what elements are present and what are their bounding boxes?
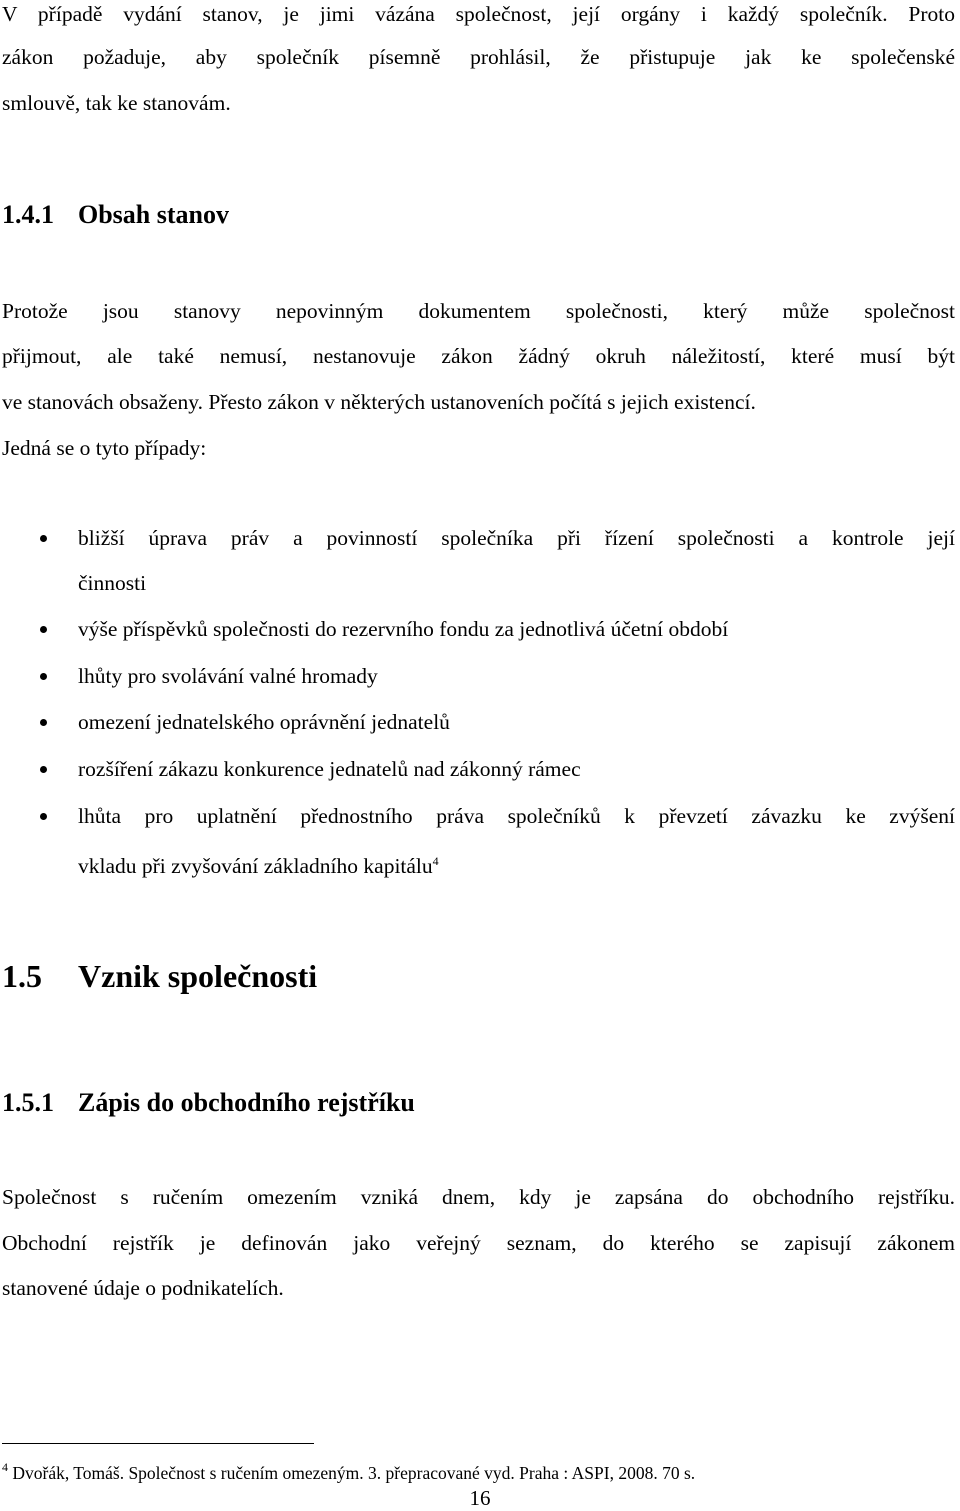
paragraph-line: Protože jsou stanovy nepovinným dokumentem společnosti, který může společnost — [2, 299, 955, 323]
bullet-dot — [40, 673, 47, 680]
paragraph-line: Jedná se o tyto případy: — [2, 436, 207, 460]
list-item: výše příspěvků společnosti do rezervního fondu za jednotlivá účetní období — [78, 617, 729, 641]
footnote-text: Dvořák, Tomáš. Společnost s ručením omezeným. 3. přepracované vyd. Praha : ASPI, 2008. 70 s. — [12, 1463, 696, 1483]
list-item: lhůty pro svolávání valné hromady — [78, 664, 378, 688]
paragraph-line: Společnost s ručením omezením vzniká dnem, kdy je zapsána do obchodního rejstříku. — [2, 1185, 955, 1209]
paragraph-line: V případě vydání stanov, je jimi vázána společnost, její orgány i každý společník. Proto — [2, 2, 955, 26]
list-item: lhůta pro uplatnění přednostního práva společníků k převzetí závazku ke zvýšení — [78, 804, 955, 828]
list-item-continuation — [78, 847, 439, 880]
paragraph-line: smlouvě, tak ke stanovám. — [2, 91, 231, 115]
bullet-dot — [40, 766, 47, 773]
paragraph-line: Obchodní rejstřík je definován jako veřejný seznam, do kterého se zapisují zákonem — [2, 1231, 955, 1255]
paragraph-line: zákon požaduje, aby společník písemně prohlásil, že přistupuje jak ke společenské — [2, 45, 955, 69]
bullet-dot — [40, 626, 47, 633]
bullet-dot — [40, 719, 47, 726]
section-heading — [2, 200, 229, 230]
section-title: Vznik společnosti — [78, 958, 318, 994]
section-title: Obsah stanov — [78, 200, 229, 229]
page-number: 16 — [469, 1486, 491, 1510]
paragraph-line: stanovené údaje o podnikatelích. — [2, 1276, 284, 1300]
list-item-continuation: činnosti — [78, 571, 147, 595]
section-number: 1.5.1 — [2, 1088, 54, 1117]
footnote — [2, 1460, 695, 1484]
list-item: omezení jednatelského oprávnění jednatelů — [78, 710, 450, 734]
paragraph-line: přijmout, ale také nemusí, nestanovuje zákon žádný okruh náležitostí, které musí být — [2, 344, 955, 368]
list-item: rozšíření zákazu konkurence jednatelů nad zákonný rámec — [78, 757, 581, 781]
bullet-dot — [40, 813, 47, 820]
chapter-heading — [2, 958, 317, 995]
section-number: 1.4.1 — [2, 200, 54, 229]
list-item-text: vkladu při zvyšování základního kapitálu — [78, 854, 433, 878]
paragraph-line: ve stanovách obsaženy. Přesto zákon v některých ustanoveních počítá s jejich existencí. — [2, 390, 756, 414]
bullet-dot — [40, 535, 47, 542]
section-number: 1.5 — [2, 958, 42, 994]
footnote-marker: 4 — [2, 1460, 8, 1474]
section-title: Zápis do obchodního rejstříku — [78, 1088, 415, 1117]
list-item: bližší úprava práv a povinností společníka při řízení společnosti a kontrole její — [78, 526, 955, 550]
footnote-reference[interactable]: 4 — [432, 854, 439, 868]
footnote-divider — [2, 1443, 314, 1444]
section-heading — [2, 1088, 415, 1118]
